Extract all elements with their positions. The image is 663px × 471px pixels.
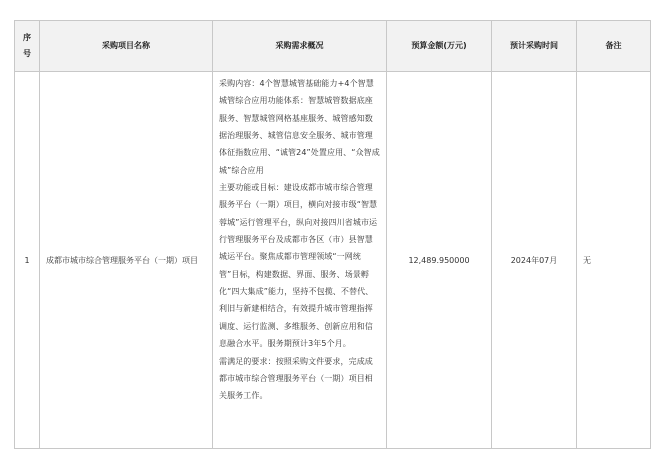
row-overview [213,72,387,449]
table-header-row [15,21,651,72]
header-index: 序 号 [15,21,40,72]
header-remark: 备注 [577,21,651,72]
row-remark: 无 [577,72,651,449]
header-overview: 采购需求概况 [213,21,387,72]
table-row [15,72,651,449]
procurement-table [14,20,651,449]
row-budget: 12,489.950000 [387,72,492,449]
overview-goals: 主要功能或目标：建设成都市城市综合管理服务平台（一期）项目，横向对接市级“智慧蓉城”运行管理平台，纵向对接四川省城市运行管理服务平台及成都市各区（市）县智慧城运平台。聚焦成都市管理领域“一网统管”目标，构建数据、界面、服务、场景孵化“四大集成”能力，坚持不包揽、不替代、利旧与新建相结合，有效提升城市管理指挥调度、运行监测、多维服务、创新应用和信息融合水平。服务期预计3年5个月。 [219,183,378,349]
overview-content: 采购内容：4个智慧城管基础能力+4个智慧城管综合应用功能体系：智慧城管数据底座服务、智慧城管网格基座服务、城管感知数据治理服务、城管信息安全服务、城市管理体征指数应用、“诚管24”处置应用、“众智成城”综合应用 [219,79,380,175]
header-budget: 预算金额(万元) [387,21,492,72]
row-time: 2024年07月 [492,72,577,449]
overview-requirements: 需满足的要求：按照采购文件要求，完成成都市城市综合管理服务平台（一期）项目相关服务工作。 [219,356,373,401]
row-index: 1 [15,72,40,449]
header-project-name: 采购项目名称 [40,21,213,72]
header-time: 预计采购时间 [492,21,577,72]
row-project-name: 成都市城市综合管理服务平台（一期）项目 [40,72,213,449]
